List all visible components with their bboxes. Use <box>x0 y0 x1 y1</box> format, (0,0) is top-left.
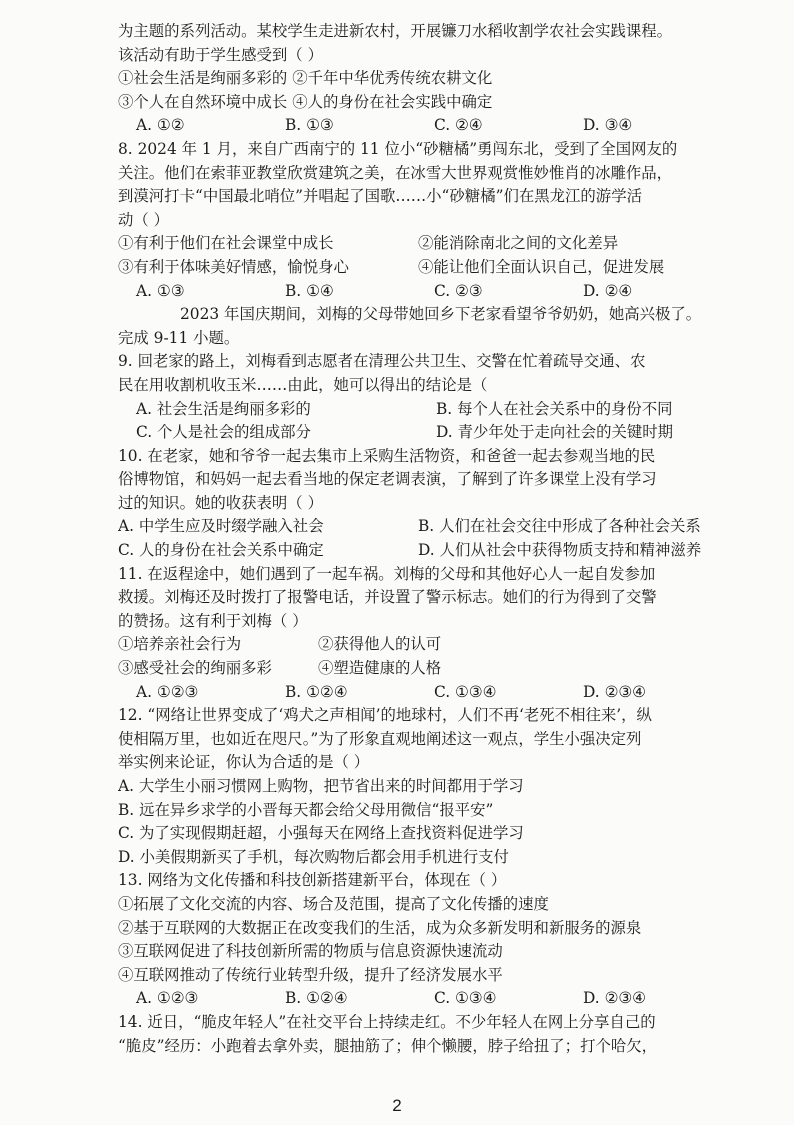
page-number: 2 <box>392 1096 402 1115</box>
option-a: A. ①②③ <box>136 682 199 701</box>
statement: ④塑造健康的人格 <box>318 659 442 678</box>
option-b: B. 每个人在社会关系中的身份不同 <box>436 399 673 418</box>
text-line: 过的知识。她的收获表明（ ） <box>118 493 323 512</box>
option-a: A. ①② <box>136 116 185 135</box>
options-row <box>118 114 732 138</box>
option-c: C. ①③④ <box>434 989 497 1008</box>
text-line: 的赞扬。这有利于刘梅（ ） <box>118 611 308 630</box>
options-row <box>118 280 732 304</box>
option-c: C. 为了实现假期赶超，小强每天在网络上查找资料促进学习 <box>118 824 524 843</box>
text-line: 动（ ） <box>118 210 170 229</box>
text-line: “脆皮”经历：小跑着去拿外卖，腿抽筋了；伸个懒腰，脖子给扭了；打个哈欠， <box>118 1036 658 1055</box>
question-11-text: 11. 在返程途中，她们遇到了一起车祸。刘梅的父母和其他好心人一起自发参加 <box>118 564 656 583</box>
options-row <box>118 421 732 445</box>
option-b: B. ①②④ <box>285 682 348 701</box>
statement-line: ①社会生活是绚丽多彩的 ②千年中华优秀传统农耕文化 <box>118 69 493 88</box>
statement: ③有利于体味美好情感，愉悦身心 <box>118 257 349 276</box>
option-a: A. 大学生小丽习惯网上购物，把节省出来的时间都用于学习 <box>118 777 524 795</box>
option-d: D. 青少年处于走向社会的关键时期 <box>436 423 674 442</box>
statement-line: ②基于互联网的大数据正在改变我们的生活，成为众多新发明和新服务的源泉 <box>118 918 642 937</box>
option-b: B. 人们在社会交往中形成了各种社会关系 <box>418 517 701 536</box>
question-13-text: 13. 网络为文化传播和科技创新搭建新平台，体现在（ ） <box>118 871 507 890</box>
option-a: A. 社会生活是绚丽多彩的 <box>136 399 311 418</box>
options-row <box>118 681 732 705</box>
statement: ④能让他们全面认识自己，促进发展 <box>418 257 665 276</box>
question-14-text: 14. 近日，“脆皮年轻人”在社交平台上持续走红。不少年轻人在网上分享自己的 <box>118 1012 656 1031</box>
option-d: D. 人们从社会中获得物质支持和精神滋养 <box>418 541 702 560</box>
statement-row <box>118 232 732 256</box>
preamble-text: 完成 9-11 小题。 <box>118 328 240 347</box>
text-line: 举实例来论证，你认为合适的是（ ） <box>118 753 370 772</box>
option-a: A. ①③ <box>136 281 185 300</box>
option-d: D. ②④ <box>583 281 633 300</box>
statement: ③感受社会的绚丽多彩 <box>118 659 272 678</box>
statement-line: ③互联网促进了科技创新所需的物质与信息资源快速流动 <box>118 942 503 961</box>
preamble-text: 2023 年国庆期间，刘梅的父母带她回乡下老家看望爷爷奶奶，她高兴极了。 <box>180 305 702 324</box>
statement: ①有利于他们在社会课堂中成长 <box>118 234 334 253</box>
question-8-text: 8. 2024 年 1 月，来自广西南宁的 11 位小“砂糖橘”勇闯东北，受到了全国网友的 <box>118 139 678 158</box>
options-row <box>118 987 732 1011</box>
option-a: A. 中学生应及时缀学融入社会 <box>118 517 324 536</box>
option-d: D. ②③④ <box>583 989 646 1008</box>
question-10-text: 10. 在老家，她和爷爷一起去集市上采购生活物资，和爸爸一起去参观当地的民 <box>118 446 656 465</box>
option-d: D. ③④ <box>583 116 633 135</box>
options-row <box>118 398 732 422</box>
statement-row <box>118 657 732 681</box>
option-c: C. ②③ <box>434 281 483 300</box>
question-9-text: 9. 回老家的路上，刘梅看到志愿者在清理公共卫生、交警在忙着疏导交通、农 <box>118 352 646 371</box>
text-line: 该活动有助于学生感受到（ ） <box>118 45 323 64</box>
option-c: C. ②④ <box>434 116 483 135</box>
statement-line: ①拓展了文化交流的内容、场合及范围，提高了文化传播的速度 <box>118 894 549 913</box>
options-row <box>118 515 732 539</box>
page-content <box>118 20 732 1058</box>
text-line: 俗博物馆，和妈妈一起去看当地的保定老调表演，了解到了许多课堂上没有学习 <box>118 470 657 489</box>
statement-line: ③个人在自然环境中成长 ④人的身份在社会实践中确定 <box>118 92 493 111</box>
option-b: B. 远在异乡求学的小晋每天都会给父母用微信“报平安” <box>118 800 494 819</box>
statement: ①培养亲社会行为 <box>118 635 242 654</box>
text-line: 为主题的系列活动。某校学生走进新农村，开展镰刀水稻收割学农社会实践课程。 <box>118 22 673 40</box>
option-d: D. ②③④ <box>583 682 646 701</box>
text-line: 救援。刘梅还及时拨打了报警电话，并设置了警示标志。她们的行为得到了交警 <box>118 588 657 607</box>
statement-row <box>118 256 732 280</box>
statement-row <box>118 633 732 657</box>
options-row <box>118 539 732 563</box>
statement: ②能消除南北之间的文化差异 <box>418 234 619 253</box>
question-12-text: 12. “网络让世界变成了‘鸡犬之声相闻’的地球村，人们不再‘老死不相往来’，纵 <box>118 706 652 725</box>
text-line: 关注。他们在索菲亚教堂欣赏建筑之美，在冰雪大世界观赏惟妙惟肖的冰雕作品， <box>118 163 673 182</box>
statement-line: ④互联网推动了传统行业转型升级，提升了经济发展水平 <box>118 965 503 984</box>
statement: ②获得他人的认可 <box>318 635 442 654</box>
option-c: C. 人的身份在社会关系中确定 <box>118 541 324 560</box>
option-b: B. ①②④ <box>285 989 348 1008</box>
option-a: A. ①②③ <box>136 989 199 1008</box>
text-line: 到漠河打卡“中国最北哨位”并唱起了国歌……小“砂糖橘”们在黑龙江的游学活 <box>118 187 642 206</box>
text-line: 使相隔万里，也如近在咫尺。”为了形象直观地阐述这一观点，学生小强决定列 <box>118 729 642 748</box>
text-line: 民在用收割机收玉米……由此，她可以得出的结论是（ <box>118 375 488 394</box>
option-c: C. 个人是社会的组成部分 <box>136 423 311 442</box>
option-d: D. 小美假期新买了手机，每次购物后都会用手机进行支付 <box>118 847 509 866</box>
option-b: B. ①③ <box>285 116 334 135</box>
option-b: B. ①④ <box>285 281 334 300</box>
option-c: C. ①③④ <box>434 682 497 701</box>
